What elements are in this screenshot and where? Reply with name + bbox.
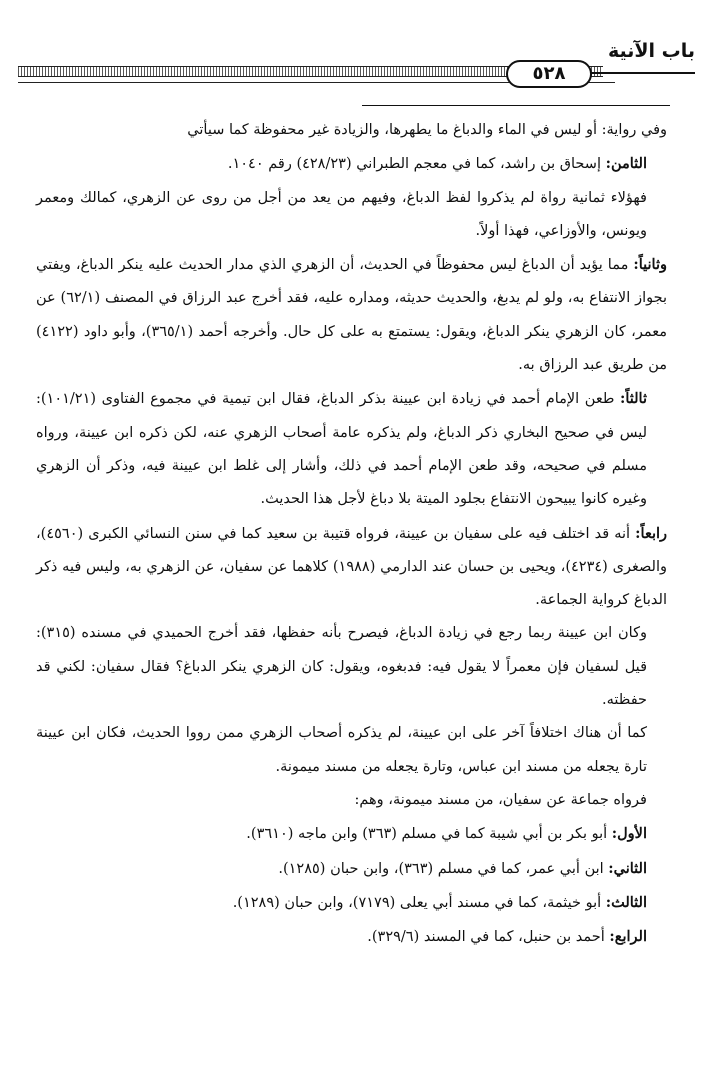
header-top-rule [590, 72, 695, 74]
paragraph-label: الثالث: [605, 893, 647, 911]
paragraph-text: وفي رواية: أو ليس في الماء والدباغ ما يطهرها، والزيادة غير محفوظة كما سيأتي [187, 122, 667, 138]
paragraph [36, 886, 667, 920]
paragraph-label: الأول: [611, 825, 647, 843]
paragraph [36, 248, 667, 382]
paragraph-text: فهؤلاء ثمانية رواة لم يذكروا لفظ الدباغ، وفيهم من يعد من أجل من روى عن الزهري، كمالك ومعمر ويونس، والأوزاعي، فهذا أولاً. [36, 189, 647, 239]
paragraph-text: أبو خيثمة، كما في مسند أبي يعلى (٧١٧٩)، وابن حبان (١٢٨٩). [232, 894, 602, 911]
paragraph [36, 817, 667, 851]
paragraph-label: الثامن: [605, 155, 647, 173]
paragraph-text: أنه قد اختلف فيه على سفيان بن عيينة، فرواه قتيبة بن سعيد كما في سنن النسائي الكبرى (٤٥٦٠)، والصغرى (٤٢٣٤)، ويحيى بن حسان عند الدارمي (١٩٨٨) كلاهما عن سفيان، عن الزهري به، وليس فيه ذكر الدباغ كرواية الجماعة. [36, 525, 667, 609]
book-title: باب الآنية [607, 40, 695, 62]
paragraph [36, 182, 667, 249]
page-header [0, 0, 703, 110]
paragraph-text: إسحاق بن راشد، كما في معجم الطبراني (٤٢٨/٢٣) رقم ١٠٤٠. [227, 156, 601, 173]
paragraph-text: مما يؤيد أن الدباغ ليس محفوظاً في الحديث، أن الزهري الذي مدار الحديث عليه ينكر الدباغ، ويفتي بجواز الانتفاع به، ولو لم يدبغ، والحديث حديثه، ومداره عليه، فقد أخرج عبد الرزاق في المصنف (٦٢/١) عن معمر، كان الزهري ينكر الدباغ، ويقول: يستمتع به على كل حال. وأخرجه أحمد (٣٦٥/١)، وأبو داود (٤١٢٢) من طريق عبد الرزاق به. [36, 257, 667, 374]
paragraph [36, 617, 667, 717]
paragraph-text: وكان ابن عيينة ربما رجع في زيادة الدباغ، فيصرح بأنه حفظها، فقد أخرج الحميدي في مسنده (٣١٥): قيل لسفيان فإن معمراً لا يقول فيه: فدبغوه، ويقول: كان الزهري ينكر الدباغ؟ فقال سفيان: لكني قد حفظته. [36, 625, 647, 709]
paragraph [36, 382, 667, 516]
paragraph-label: وثانياً: [633, 256, 668, 274]
paragraph-text: فرواه جماعة عن سفيان، من مسند ميمونة، وهم: [354, 791, 647, 808]
paragraph-text: كما أن هناك اختلافاً آخر على ابن عيينة، لم يذكره أصحاب الزهري ممن رووا الحديث، فكان ابن عيينة تارة يجعله من مسند ابن عباس، وتارة يجعله من مسند ميمونة. [36, 725, 647, 775]
paragraph [36, 852, 667, 886]
paragraph-label: الثاني: [608, 859, 647, 877]
paragraph [36, 517, 667, 618]
paragraph-text: أبو بكر بن أبي شيبة كما في مسلم (٣٦٣) وابن ماجه (٣٦١٠). [246, 826, 608, 843]
paragraph-text: ابن أبي عمر، كما في مسلم (٣٦٣)، وابن حبان (١٢٨٥). [278, 860, 604, 877]
paragraph-text: طعن الإمام أحمد في زيادة ابن عيينة بذكر الدباغ، فقال ابن تيمية في مجموع الفتاوى (١٠١/٢١): ليس في صحيح البخاري ذكر الدباغ، ولم يذكره عامة أصحاب الزهري عنه، لكن ذكره ابن عيينة، ورواه مسلم في صحيحه، وقد طعن الإمام أحمد في ذلك، وأشار إلى غلط ابن عيينة فيه، وذكر أن الزهري وغيره كانوا يبيحون الانتفاع بجلود الميتة بلا دباغ لأجل هذا الحديث. [36, 391, 647, 508]
paragraph [36, 114, 667, 147]
paragraph-text: أحمد بن حنبل، كما في المسند (٣٢٩/٦). [367, 929, 605, 946]
paragraph [36, 147, 667, 181]
paragraph-label: الرابع: [609, 928, 647, 946]
paragraph [36, 717, 667, 784]
continuation-rule [362, 105, 670, 106]
paragraph-label: رابعاً: [635, 524, 668, 542]
paragraph [36, 784, 667, 817]
paragraph [36, 920, 667, 954]
paragraph-label: ثالثاً: [619, 390, 647, 408]
page-body [36, 114, 667, 954]
page-number: ٥٢٨ [506, 60, 592, 88]
